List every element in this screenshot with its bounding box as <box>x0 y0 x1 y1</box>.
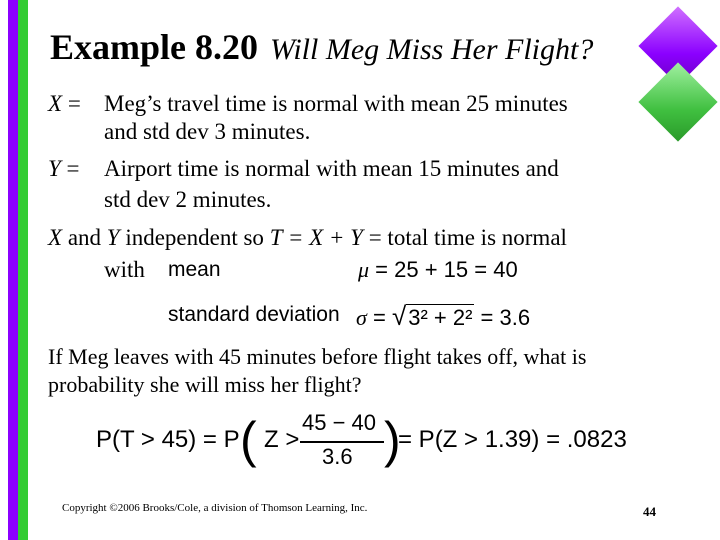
prob-left: P(T > 45) = P <box>96 426 240 453</box>
sd-label: standard deviation <box>168 303 340 326</box>
close-paren-big: ) <box>384 412 401 468</box>
y-variable: Y <box>48 156 61 181</box>
x-definition: X = <box>48 91 81 116</box>
page-number: 44 <box>643 504 656 519</box>
y-line-2: std dev 2 minutes. <box>104 187 272 212</box>
probability-formula <box>96 410 656 474</box>
copyright-text: Copyright ©2006 Brooks/Cole, a division of Thomson Learning, Inc. <box>62 502 368 514</box>
fraction-denominator: 3.6 <box>322 444 353 469</box>
sigma-symbol: σ <box>356 305 367 330</box>
slide-title <box>50 26 593 68</box>
x-line-2: and std dev 3 minutes. <box>104 119 311 144</box>
fraction-bar <box>300 441 384 443</box>
independence-statement: X and Y independent so T = X + Y = total time is normal <box>48 225 567 250</box>
sd-formula: σ = √3² + 2² = 3.6 <box>356 301 531 331</box>
question-line-1: If Meg leaves with 45 minutes before flight takes off, what is <box>48 344 587 369</box>
total-time-expression: T = X + Y <box>269 225 363 250</box>
question-line-2: probability she will miss her flight? <box>48 372 362 397</box>
title-subtitle: Will Meg Miss Her Flight? <box>270 33 594 66</box>
mean-label: mean <box>168 258 221 281</box>
x-line-1: Meg’s travel time is normal with mean 25 minutes <box>104 91 568 116</box>
y-definition: Y = <box>48 156 80 181</box>
z-greater: Z > <box>264 426 300 453</box>
prob-right: = P(Z > 1.39) = .0823 <box>398 426 627 453</box>
sqrt-sign: √ <box>391 301 407 331</box>
open-paren-big: ( <box>240 412 257 468</box>
y-line-1: Airport time is normal with mean 15 minutes and <box>104 156 559 181</box>
sd-radicand: 3² + 2² <box>408 305 473 330</box>
x-variable: X <box>48 91 63 116</box>
left-accent-bar-green <box>18 0 28 540</box>
green-diamond-ornament <box>638 62 717 141</box>
fraction-numerator: 45 − 40 <box>302 410 377 435</box>
title-main: Example 8.20 <box>50 27 259 67</box>
mean-formula: μ = 25 + 15 = 40 <box>358 257 518 282</box>
with-label: with <box>104 257 145 282</box>
mu-symbol: μ <box>358 257 370 282</box>
left-accent-bar-purple <box>8 0 18 540</box>
